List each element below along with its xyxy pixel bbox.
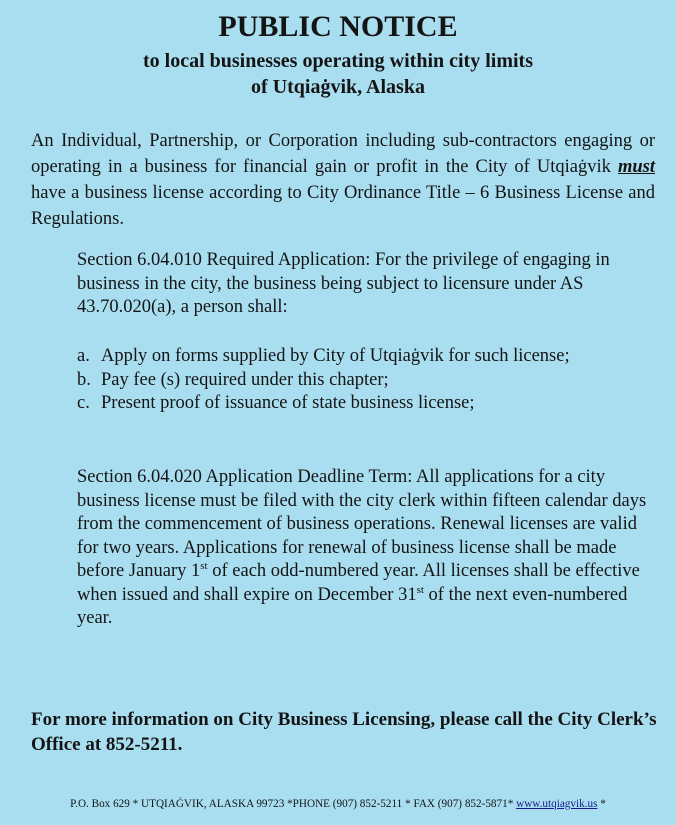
section-6-04-020 xyxy=(77,466,647,631)
section-2-text-2: of each odd-numbered year. All licenses shall be effective when issued and shall expire on December 31 xyxy=(77,561,640,605)
intro-paragraph xyxy=(31,128,655,232)
website-link[interactable]: www.utqiagvik.us xyxy=(516,798,598,810)
list-marker: c. xyxy=(77,393,90,413)
section-6-04-010: Section 6.04.010 Required Application: For the privilege of engaging in business in the city, the business being subject to licensure under AS 43.70.020(a), a person shall: xyxy=(77,250,610,317)
section-2-text-3: of the next even-numbered year. xyxy=(77,584,628,628)
subtitle-line-1: to local businesses operating within city limits xyxy=(142,50,533,72)
list-item xyxy=(77,345,637,369)
ordinal-suffix: st xyxy=(416,583,424,596)
ordinal-suffix: st xyxy=(200,559,208,572)
list-item-text: Pay fee (s) required under this chapter; xyxy=(101,369,389,390)
footer-trailing: * xyxy=(597,798,606,810)
list-marker: b. xyxy=(77,369,91,390)
intro-text-start: An Individual, Partnership, or Corporation including sub-contractors engaging or operating in a business for financial gain or profit in the City of Utqiaġvik xyxy=(31,131,655,177)
list-item-text: Present proof of issuance of state business license; xyxy=(101,393,475,413)
list-marker: a. xyxy=(77,346,90,366)
intro-emphasis: must xyxy=(617,157,655,177)
section-2-text-1: Section 6.04.020 Application Deadline Term: All applications for a city business license must be filed with the city clerk within fifteen calendar days from the commencement of business operations. Renewal licenses are valid for two years. Applications for renewal of business license shall be made before January 1 xyxy=(77,467,647,581)
footer-contact-text: P.O. Box 629 * UTQIAĠVIK, ALASKA 99723 *PHONE (907) 852-5211 * FAX (907) 852-5871* xyxy=(70,798,517,810)
page-title: PUBLIC NOTICE xyxy=(218,10,458,43)
requirements-list xyxy=(77,345,637,416)
intro-text-end: have a business license according to City Ordinance Title – 6 Business License and Regulations. xyxy=(31,183,655,229)
subtitle-line-2: of Utqiaġvik, Alaska xyxy=(251,76,425,98)
contact-info: For more information on City Business Licensing, please call the City Clerk’s Office at 852-5211. xyxy=(31,709,657,755)
page-subtitle xyxy=(0,48,676,100)
list-item xyxy=(77,392,637,416)
list-item xyxy=(77,369,637,393)
footer-address xyxy=(0,796,676,812)
list-item-text: Apply on forms supplied by City of Utqiaġvik for such license; xyxy=(101,346,570,366)
